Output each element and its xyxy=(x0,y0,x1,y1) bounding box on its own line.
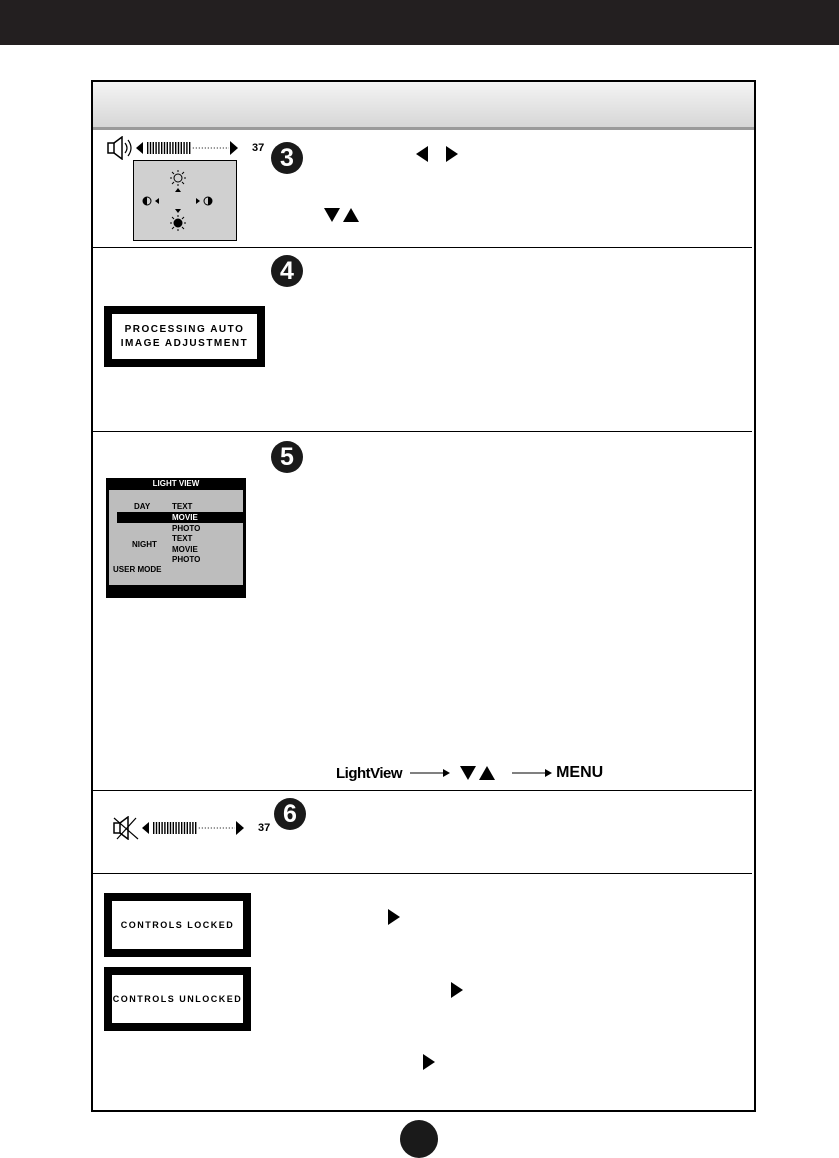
right-button-icon xyxy=(423,1054,435,1070)
step-5-badge: 5 xyxy=(271,441,303,473)
volume-osd xyxy=(106,136,264,160)
volume-bar xyxy=(106,136,251,160)
volume-tick xyxy=(183,142,184,154)
controls-unlocked-text: CONTROLS UNLOCKED xyxy=(112,994,243,1004)
volume-tick xyxy=(189,142,190,154)
controls-locked-text: CONTROLS LOCKED xyxy=(120,920,235,930)
volume-tick xyxy=(187,822,188,834)
right-button-icon xyxy=(388,909,400,925)
left-button-icon xyxy=(416,146,428,162)
step-4-badge: 4 xyxy=(271,255,303,287)
volume-tick xyxy=(195,822,196,834)
volume-tick xyxy=(186,142,187,154)
right-arrow-icon xyxy=(196,198,200,204)
up-arrow-icon xyxy=(175,188,181,192)
volume-tick xyxy=(164,142,165,154)
auto-adjust-message xyxy=(104,306,265,367)
light-view-title: LIGHT VIEW xyxy=(152,479,200,488)
volume-tick xyxy=(150,142,151,154)
right-button-icon xyxy=(451,982,463,998)
right-button-icon xyxy=(446,146,458,162)
arrow-right-icon xyxy=(512,767,552,779)
down-button-icon xyxy=(324,208,340,222)
row-divider xyxy=(93,790,752,791)
volume-tick xyxy=(155,142,156,154)
day-text-option[interactable]: TEXT xyxy=(172,502,193,511)
page-number-marker xyxy=(400,1120,438,1158)
arrow-right-icon xyxy=(410,767,450,779)
controls-locked-message xyxy=(104,893,251,957)
top-header-bar xyxy=(0,0,839,45)
contrast-low-icon xyxy=(143,197,151,205)
brightness-icon xyxy=(170,170,186,186)
volume-tick xyxy=(169,142,170,154)
volume-tick xyxy=(189,822,190,834)
controls-unlocked-message xyxy=(104,967,251,1031)
volume-tick xyxy=(172,142,173,154)
volume-tick xyxy=(153,822,154,834)
volume-value: 37 xyxy=(252,142,265,154)
volume-tick xyxy=(170,822,171,834)
step-3-badge: 3 xyxy=(271,142,303,174)
volume-left-arrow xyxy=(136,142,143,154)
volume-tick xyxy=(181,822,182,834)
down-arrow-icon xyxy=(175,209,181,213)
up-button-icon xyxy=(479,766,495,780)
speaker-icon xyxy=(108,137,131,159)
volume-right-arrow xyxy=(236,821,244,835)
volume-level-ticks xyxy=(147,142,190,154)
volume-level-ticks xyxy=(153,822,196,834)
auto-adjust-line-1: PROCESSING AUTO xyxy=(124,324,245,335)
table-header-band xyxy=(93,82,754,130)
brightness-high-icon xyxy=(170,215,186,231)
volume-tick xyxy=(156,822,157,834)
volume-bar xyxy=(112,816,257,840)
brightness-contrast-osd xyxy=(133,160,237,241)
volume-tick xyxy=(178,142,179,154)
volume-tick xyxy=(147,142,148,154)
row-divider xyxy=(93,247,752,248)
volume-tick xyxy=(161,142,162,154)
volume-tick xyxy=(158,142,159,154)
row-divider xyxy=(93,873,752,874)
volume-tick xyxy=(159,822,160,834)
light-view-menu xyxy=(106,478,246,598)
volume-tick xyxy=(161,822,162,834)
contrast-high-icon xyxy=(204,197,212,205)
row-divider xyxy=(93,431,752,432)
night-movie-option[interactable]: MOVIE xyxy=(172,545,198,554)
volume-tick xyxy=(173,822,174,834)
night-label: NIGHT xyxy=(132,540,157,549)
day-movie-option[interactable]: MOVIE xyxy=(172,513,198,522)
auto-adjust-line-2: IMAGE ADJUSTMENT xyxy=(120,338,249,349)
volume-tick xyxy=(181,142,182,154)
up-button-icon xyxy=(343,208,359,222)
left-arrow-icon xyxy=(155,198,159,204)
volume-tick xyxy=(192,822,193,834)
mute-volume-osd xyxy=(112,816,270,840)
lightview-shortcut xyxy=(336,764,603,782)
day-label: DAY xyxy=(134,502,151,511)
volume-tick xyxy=(153,142,154,154)
volume-tick xyxy=(164,822,165,834)
volume-left-arrow xyxy=(142,822,149,834)
night-photo-option[interactable]: PHOTO xyxy=(172,555,201,564)
mute-speaker-icon xyxy=(114,817,138,839)
menu-key-label: MENU xyxy=(556,764,604,781)
user-mode-option[interactable]: USER MODE xyxy=(113,565,162,574)
volume-tick xyxy=(167,822,168,834)
volume-tick xyxy=(178,822,179,834)
day-photo-option[interactable]: PHOTO xyxy=(172,524,201,533)
night-text-option[interactable]: TEXT xyxy=(172,534,193,543)
volume-value: 37 xyxy=(258,822,271,834)
volume-right-arrow xyxy=(230,141,238,155)
down-button-icon xyxy=(460,766,476,780)
volume-tick xyxy=(167,142,168,154)
volume-tick xyxy=(175,142,176,154)
lightview-key-label: LightView xyxy=(336,764,403,782)
volume-tick xyxy=(175,822,176,834)
step-6-badge: 6 xyxy=(274,798,306,830)
volume-tick xyxy=(184,822,185,834)
